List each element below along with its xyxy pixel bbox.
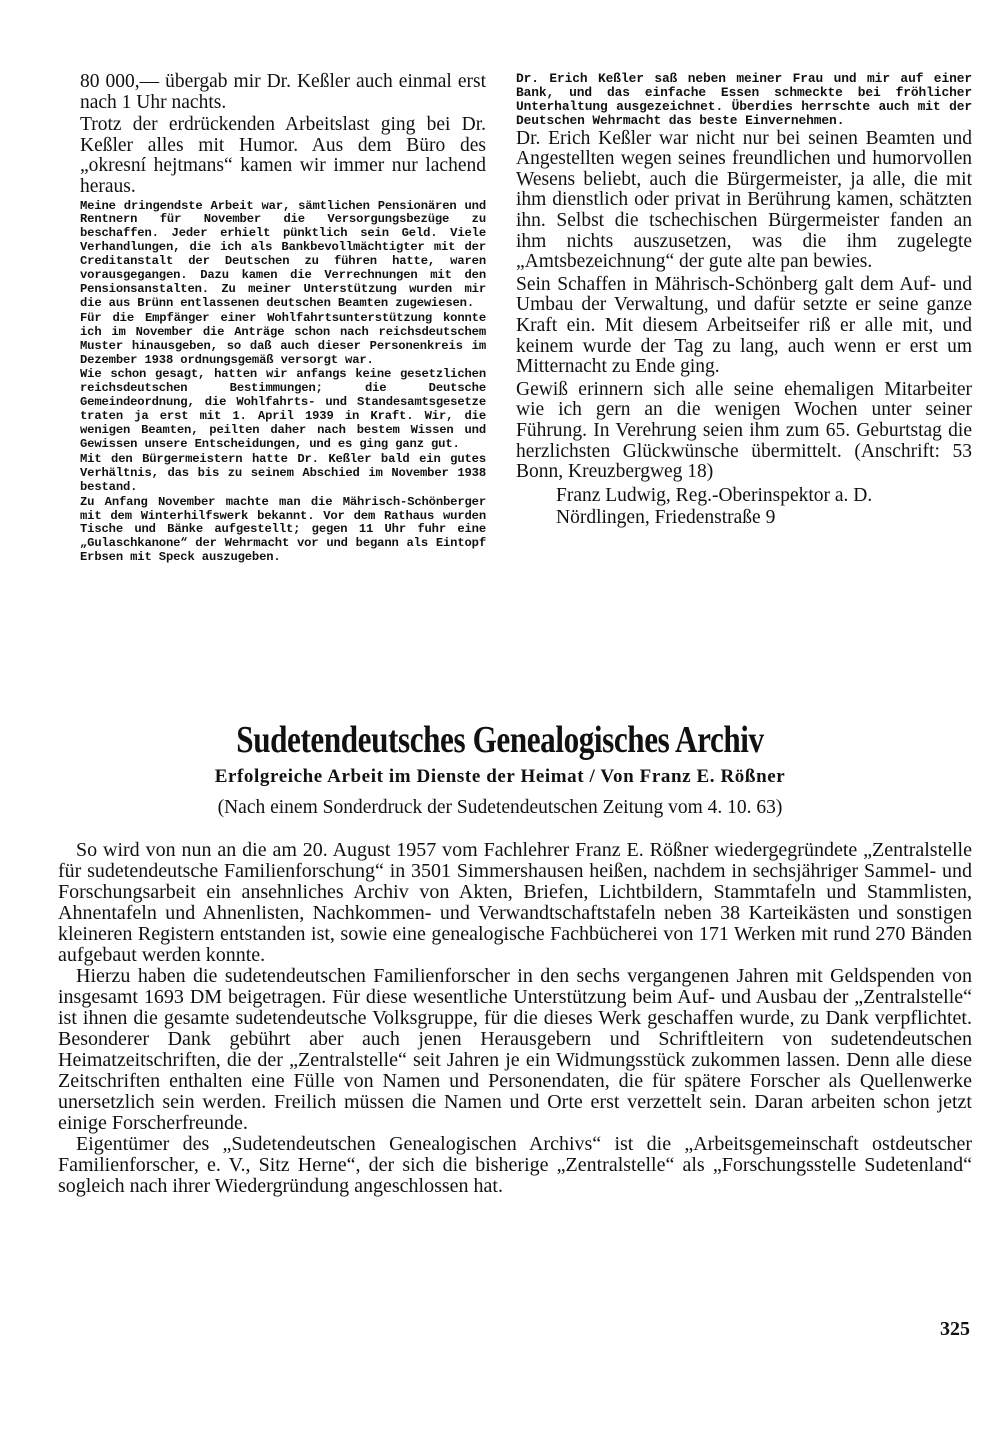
right-paragraph-1: Dr. Erich Keßler saß neben meiner Frau und mir auf einer Bank, und das einfache Essen schmeckte bei fröhlicher Unterhaltung ausgezeichnet. Überdies herrschte auch mit der Deutschen Wehrmacht das beste Einvernehmen. — [516, 71, 972, 128]
left-paragraph-4: Für die Empfänger einer Wohlfahrtsunterstützung konnte ich im November die Anträge schon nach reichsdeutschem Muster hinausgeben, so daß auch dieser Personenkreis im Dezember 1938 ordnungsgemäß versorgt war. — [80, 310, 486, 367]
left-column — [80, 72, 486, 566]
article-paragraph-1: So wird von nun an die am 20. August 1957 vom Fachlehrer Franz E. Rößner wiedergegründete „Zentralstelle für sudetendeutsche Familienforschung“ in 3501 Simmershausen heißen, nachdem in sechsjähriger Sammel- und Forschungsarbeit ein ansehnliches Archiv von Akten, Briefen, Lichtbildern, Stammtafeln und Stammlisten, Ahnentafeln und Ahnenlisten, Nachkommen- und Verwandtschaftstafeln neben 38 Karteikästen und sonstigen kleineren Registern entstanden ist, sowie eine genealogische Fachbücherei von 171 Werken mit rund 270 Bänden aufgebaut werden konnte. — [58, 839, 972, 966]
left-paragraph-6: Mit den Bürgermeistern hatte Dr. Keßler bald ein gutes Verhältnis, das bis zu seinem Abschied im November 1938 bestand. — [80, 451, 486, 494]
left-paragraph-5: Wie schon gesagt, hatten wir anfangs keine gesetzlichen reichsdeutschen Bestimmungen; die Deutsche Gemeindeordnung, die Wohlfahrts- und Standesamtsgesetze traten ja erst mit 1. April 1939 in Kraft. Wir, die wenigen Beamten, peilten daher nach bestem Wissen und Gewissen unsere Entscheidungen, und es ging ganz gut. — [80, 367, 486, 451]
article-subtitle: Erfolgreiche Arbeit im Dienste der Heimat / Von Franz E. Rößner — [214, 766, 786, 787]
article-body — [58, 840, 972, 1197]
article-paragraph-3: Eigentümer des „Sudetendeutschen Genealogischen Archivs“ ist die „Arbeitsgemeinschaft ostdeutscher Familienforscher, e. V., Sitz Herne“, der sich die bisherige „Zentralstelle“ als „Forschungsstelle Sudetenland“ sogleich nach ihrer Wiedergründung angeschlossen hat. — [58, 1133, 972, 1197]
right-paragraph-3: Sein Schaffen in Mährisch-Schönberg galt dem Auf- und Umbau der Verwaltung, und dafür setzte er seine ganze Kraft ein. Mit diesem Arbeitseifer riß er alle mit, und keinem wurde der Tag zu lang, auch wenn er erst um Mitternacht zu Ende ging. — [516, 273, 972, 378]
signature-address: Nördlingen, Friedenstraße 9 — [556, 506, 776, 528]
right-paragraph-2: Dr. Erich Keßler war nicht nur bei seinen Beamten und Angestellten wegen seines freundlichen und humorvollen Wesens beliebt, auch die Bürgermeister, ja alle, die mit ihm dienstlich oder privat in Berührung kamen, schätzten ihn. Selbst die tschechischen Bürgermeister fanden an ihm nichts auszusetzen, was die ihm zugelegte „Amtsbezeichnung“ der gute alte pan bewies. — [516, 127, 972, 273]
left-paragraph-2: Trotz der erdrückenden Arbeitslast ging bei Dr. Keßler alles mit Humor. Aus dem Büro des „okresní hejtmans“ kamen wir immer nur lachend heraus. — [80, 114, 486, 197]
page-number: 325 — [940, 1318, 970, 1340]
signature-name: Franz Ludwig, Reg.-Oberinspektor a. D. — [556, 484, 873, 506]
article-paragraph-2: Hierzu haben die sudetendeutschen Familienforscher in den sechs vergangenen Jahren mit Geldspenden von insgesamt 1693 DM beigetragen. Für diese wesentliche Unterstützung beim Auf- und Ausbau der „Zentralstelle“ ist ihnen die gesamte sudetendeutsche Volksgruppe, für die dieses Werk geschaffen wurde, zu Dank verpflichtet. Besonderer Dank gebührt aber auch jenen Herausgebern und Schriftleitern von sudetendeutschen Heimatzeitschriften, die der „Zentralstelle“ seit Jahren je ein Widmungsstück zukommen lassen. Denn alle diese Zeitschriften enthalten eine Fülle von Namen und Personendaten, die für spätere Forscher als Quellenwerke unersetzlich sein werden. Freilich müssen die Namen und Orte erst verzettelt sein. Daran arbeiten schon jetzt einige Forscherfreunde. — [58, 965, 972, 1134]
right-paragraph-4: Gewiß erinnern sich alle seine ehemaligen Mitarbeiter wie ich gern an die wenigen Wochen unter seiner Führung. In Verehrung seien ihm zum 65. Geburtstag die herzlichsten Glückwünsche übermittelt. (Anschrift: 53 Bonn, Kreuzbergweg 18) — [516, 378, 972, 483]
right-column — [516, 72, 972, 529]
left-paragraph-3: Meine dringendste Arbeit war, sämtlichen Pensionären und Rentnern für November die Versorgungsbezüge zu beschaffen. Jeder erhielt pünktlich sein Geld. Viele Verhandlungen, die ich als Bankbevollmächtigter mit der Creditanstalt der Deutschen zu führen hatte, waren vorausgegangen. Dazu kamen die Verrechnungen mit den Pensionsanstalten. Zu meiner Unterstützung wurden mir die aus Brünn entlassenen deutschen Beamten zugewiesen. — [80, 198, 486, 310]
article-source-note: (Nach einem Sonderdruck der Sudetendeutschen Zeitung vom 4. 10. 63) — [217, 797, 783, 818]
left-paragraph-7: Zu Anfang November machte man die Mährisch-Schönberger mit dem Winterhilfswerk bekannt. Vor dem Rathaus wurden Tische und Bänke aufgestellt; gegen 11 Uhr fuhr eine „Gulaschkanone“ der Wehrmacht vor und begann als Eintopf Erbsen mit Speck auszugeben. — [80, 494, 486, 565]
left-paragraph-1: 80 000,— übergab mir Dr. Keßler auch einmal erst nach 1 Uhr nachts. — [80, 71, 486, 113]
article-title: Sudetendeutsches Genealogisches Archiv — [236, 719, 764, 761]
